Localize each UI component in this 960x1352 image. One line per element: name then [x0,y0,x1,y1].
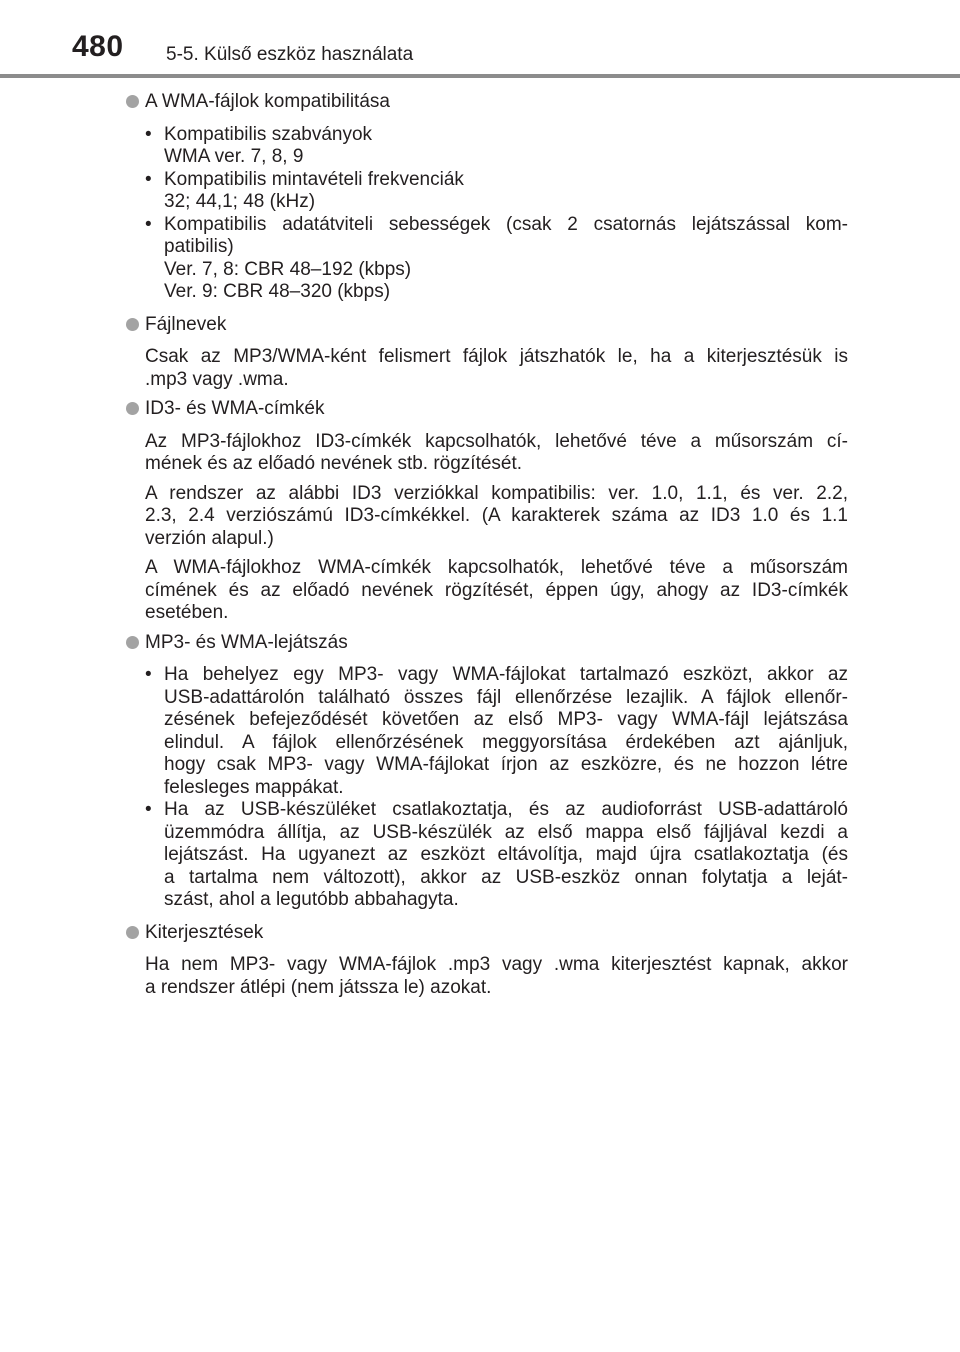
text-line: Ver. 9: CBR 48–320 (kbps) [164,281,391,302]
section-heading [126,91,848,114]
text-line: a tartalma nem változott), akkor az USB-eszköz onnan folytatja a leját- [164,866,848,888]
section-heading [126,922,848,945]
text-line: 2.3, 2.4 verziószámú ID3-címkékkel. (A karakterek száma az ID3 1.0 és 1.1 [145,505,848,526]
paragraph [126,431,848,476]
paragraph [126,954,848,999]
bullet-icon: • [145,799,152,820]
text-line: Az MP3-fájlokhoz ID3-címkék kapcsolhatók, lehetővé téve a műsorszám cí- [145,430,848,452]
text-line: verzión alapul.) [145,527,274,549]
bullet-icon: • [145,123,152,145]
page-header [0,0,960,80]
page-content [126,91,848,1006]
section-extensions [126,922,848,1000]
text-line: Ha behelyez egy MP3- vagy WMA-fájlokat tartalmazó eszközt, akkor az [164,664,848,685]
paragraph [126,557,848,625]
text-line: Kompatibilis adatátviteli sebességek (csak 2 csatornás lejátszással kom- [164,213,848,235]
section-playback [126,632,848,912]
text-line: patibilis) [164,236,234,257]
list-item [126,169,848,214]
section-title: A WMA-fájlok kompatibilitása [145,91,390,112]
text-line: A WMA-fájlokhoz WMA-címkék kapcsolhatók, lehetővé téve a műsorszám [145,557,848,578]
section-bullet-icon [126,318,139,331]
section-title: MP3- és WMA-lejátszás [145,631,348,653]
text-line: Kompatibilis mintavételi frekvenciák [164,168,464,190]
section-bullet-icon [126,636,139,649]
text-line: 32; 44,1; 48 (kHz) [164,191,316,212]
text-line: a rendszer átlépi (nem játssza le) azokat. [145,976,492,998]
chapter-title: 5-5. Külső eszköz használata [166,44,414,65]
text-line: elindul. A fájlok ellenőrzésének meggyorsítása érdekében azt ajánljuk, [164,731,848,753]
text-line: Ha az USB-készüléket csatlakoztatja, és az audioforrást USB-adattároló [164,799,848,820]
text-line: Csak az MP3/WMA-ként felismert fájlok játszhatók le, ha a kiterjesztésük is [145,346,848,367]
list-item [126,799,848,912]
header-divider [0,74,960,78]
text-line: felesleges mappákat. [164,776,344,798]
page-number: 480 [72,30,124,63]
text-line: A rendszer az alábbi ID3 verziókkal kompatibilis: ver. 1.0, 1.1, és ver. 2.2, [145,482,848,504]
section-bullet-icon [126,402,139,415]
text-line: szást, ahol a legutóbb abbahagyta. [164,889,459,910]
text-line: üzemmódra állítja, az USB-készülék az első mappa első fájljával kezdi a [164,821,848,843]
text-line: .mp3 vagy .wma. [145,368,289,390]
bullet-icon: • [145,168,152,190]
paragraph [126,483,848,551]
text-line: Kompatibilis szabványok [164,123,373,145]
list-item [126,664,848,799]
bullet-icon: • [145,664,152,685]
text-line: Ver. 7, 8: CBR 48–192 (kbps) [164,258,412,280]
text-line: USB-adattárolón található összes fájl ellenőrzése lezajlik. A fájlok ellenőr- [164,686,848,708]
text-line: esetében. [145,602,229,623]
text-line: mének és az előadó nevének stb. rögzítését. [145,453,523,474]
list-item [126,214,848,304]
section-heading [126,398,848,421]
section-bullet-icon [126,926,139,939]
section-heading [126,632,848,655]
section-bullet-icon [126,95,139,108]
paragraph [126,346,848,391]
section-wma-compatibility [126,91,848,304]
text-line: címének és az előadó nevének rögzítését, éppen úgy, ahogy az ID3-címkék [145,579,848,601]
text-line: hogy csak MP3- vagy WMA-fájlokat írjon az eszközre, és ne hozzon létre [164,754,848,775]
bullet-icon: • [145,213,152,235]
text-line: lejátszást. Ha ugyanezt az eszközt eltávolítja, majd újra csatlakoztatja (és [164,844,848,865]
text-line: zésének befejeződését követően az első MP3- vagy WMA-fájl lejátszása [164,709,848,730]
section-heading [126,314,848,337]
section-title: ID3- és WMA-címkék [145,398,325,419]
text-line: Ha nem MP3- vagy WMA-fájlok .mp3 vagy .wma kiterjesztést kapnak, akkor [145,954,848,975]
section-title: Fájlnevek [145,313,227,335]
section-id3-wma-tags [126,398,848,625]
text-line: WMA ver. 7, 8, 9 [164,146,304,167]
list-item [126,124,848,169]
section-file-names [126,314,848,392]
section-title: Kiterjesztések [145,921,264,943]
